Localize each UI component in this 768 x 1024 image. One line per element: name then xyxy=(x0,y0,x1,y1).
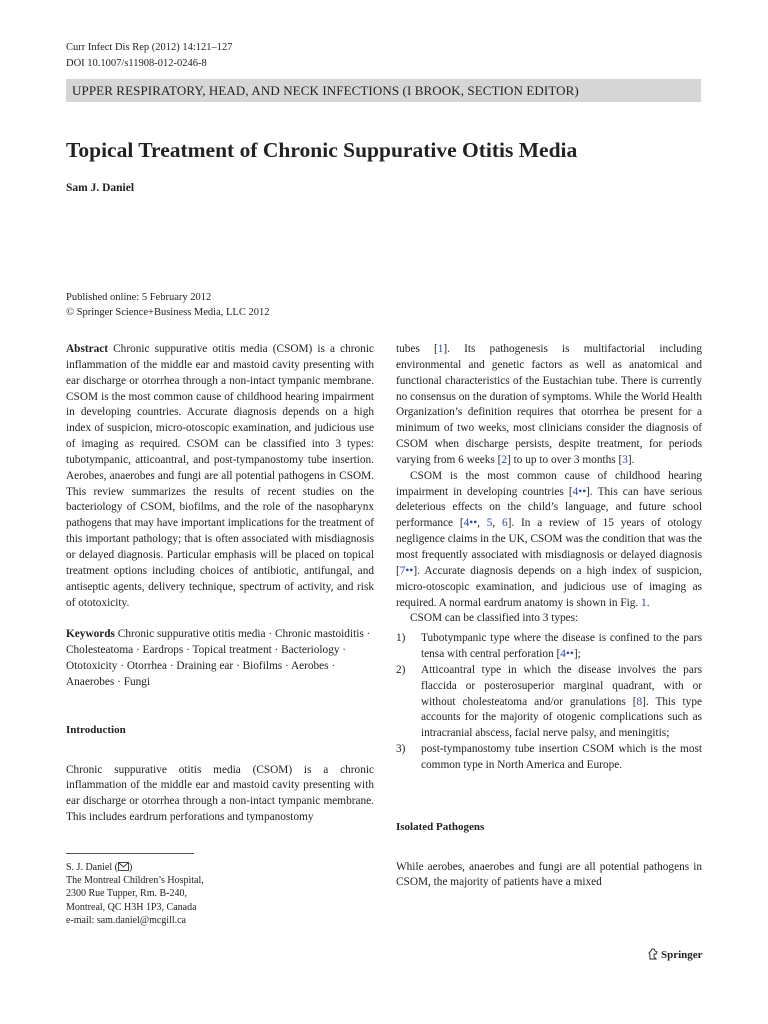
abstract xyxy=(66,342,374,611)
citation-link[interactable]: 5 xyxy=(486,517,493,530)
publisher-name: Springer xyxy=(661,949,703,961)
published-date: Published online: 5 February 2012 xyxy=(66,292,212,303)
paragraph-4: While aerobes, anaerobes and fungi are all potential pathogens in CSOM, the majority of patients have a mixed xyxy=(396,860,702,889)
classification-list xyxy=(396,631,702,774)
introduction-heading: Introduction xyxy=(66,723,126,736)
abstract-label: Abstract xyxy=(66,343,109,355)
journal-header xyxy=(66,40,233,72)
author-affiliation: S. J. Daniel ( ) The Montreal Children’s Hospital, 2300 Rue Tupper, Rm. B-240, Montreal, QC H3H 1P3, Canada e-mail: sam.daniel@mcgill.ca xyxy=(66,862,204,926)
paragraph-2: CSOM is the most common cause of childhood hearing impairment in developing countries [4••]. This can have serious deleterious effects on the child’s language, and future school performance [4••, 5, 6]. In a review of 15 years of otology negligence claims in the UK, CSOM was the condition that was the most frequently associated with misdiagnosis or delayed diagnosis [7••]. Accurate diagnosis depends on a high index of suspicion, micro-otoscopic examination, and judicious use of imaging as required. A normal eardrum anatomy is shown in Fig. 1. xyxy=(396,469,702,609)
citation-link[interactable]: 4•• xyxy=(463,517,478,530)
abstract-text: Chronic suppurative otitis media (CSOM) is a chronic inflammation of the middle ear and mastoid cavity presenting with ear discharge or otorrhea through a non-intact tympanic membrane. CSOM is the most common cause of childhood hearing impairment in developing countries. Accurate diagnosis depends on a high index of suspicion, micro-otoscopic examination, and judicious use of imaging as required. CSOM can be classified into 3 types: tubotympanic, atticoantral, and post-tympanostomy tube insertion. Aerobes, anaerobes and fungi are all potential pathogens in CSOM. This review summarizes the results of recent studies on the bacteriology of CSOM, biofilms, and the role of the nasopharynx pathogens that may have important implications for the treatment of this important pathology; that is often associated with misdiagnosis or delayed diagnosis. Particular emphasis will be placed on topical treatment options including choices of antibiotic, antifungal, and antiseptic agents, delivery technique, spectrum of activity, and risk of ototoxicity. xyxy=(66,343,374,609)
publisher-logo xyxy=(648,948,703,961)
list-item: 3) post-tympanostomy tube insertion CSOM which is the most common type in North America and Europe. xyxy=(396,743,702,771)
citation-link[interactable]: 7•• xyxy=(399,564,414,577)
citation-link[interactable]: 4•• xyxy=(572,485,587,498)
list-item: 1) Tubotympanic type where the disease is confined to the pars tensa with central perforation [4••]; xyxy=(396,632,702,661)
copyright: © Springer Science+Business Media, LLC 2012 xyxy=(66,306,270,318)
citation-link[interactable]: 2 xyxy=(501,453,508,466)
citation-link[interactable]: 4•• xyxy=(560,648,574,661)
right-column xyxy=(396,342,702,891)
email-link[interactable]: e-mail: sam.daniel@mcgill.ca xyxy=(66,914,186,926)
paragraph-3: CSOM can be classified into 3 types: xyxy=(410,612,579,625)
paragraph-1: tubes [1]. Its pathogenesis is multifactorial including environmental and genetic factors as well as anatomical and functional characteristics of the Eustachian tube. There is currently no consensus on the duration of symptoms. While the World Health Organization’s definition requires that otorrhea be present for a minimum of two weeks, most clinicians consider the diagnosis of CSOM when discharge persists, despite treatment, for periods varying from 6 weeks [2] to up to over 3 months [3]. xyxy=(396,343,702,466)
figure-link[interactable]: 1 xyxy=(641,596,647,609)
citation-link[interactable]: 3 xyxy=(622,453,628,466)
footnote-divider xyxy=(66,853,194,854)
citation-link[interactable]: 6 xyxy=(502,517,508,530)
left-column xyxy=(66,342,374,826)
author-name[interactable]: Sam J. Daniel xyxy=(66,182,135,194)
section-banner: UPPER RESPIRATORY, HEAD, AND NECK INFECTIONS (I BROOK, SECTION EDITOR) xyxy=(66,79,701,102)
journal-citation: Curr Infect Dis Rep (2012) 14:121–127 xyxy=(66,42,233,53)
springer-horse-icon xyxy=(648,948,658,960)
keywords-label: Keywords xyxy=(66,628,115,641)
citation-link[interactable]: 8 xyxy=(636,695,643,708)
publication-info xyxy=(66,291,269,320)
citation-link[interactable]: 1 xyxy=(437,343,444,355)
keywords xyxy=(66,627,374,690)
article-title: Topical Treatment of Chronic Suppurative Otitis Media xyxy=(66,138,578,162)
doi[interactable]: DOI 10.1007/s11908-012-0246-8 xyxy=(66,58,207,69)
introduction-text: Chronic suppurative otitis media (CSOM) is a chronic inflammation of the middle ear and mastoid cavity presenting with ear discharge or otorrhea through a non-intact tympanic membrane. This includes eardrum perforations and tympanostomy xyxy=(66,763,374,824)
keywords-text: Chronic suppurative otitis media · Chronic mastoiditis · Cholesteatoma · Eardrops · Topical treatment · Bacteriology · Ototoxicity · Otorrhea · Draining ear · Biofilms · Aerobes · Anaerobes · Fungi xyxy=(66,628,371,688)
isolated-pathogens-heading: Isolated Pathogens xyxy=(396,820,485,833)
envelope-icon[interactable] xyxy=(118,862,129,871)
list-item: 2) Atticoantral type in which the disease involves the pars flaccida or posterosuperior marginal quadrant, with or without cholesteatoma and/or granulations [8]. This type accounts for the majority of otogenic complications such as intracranial abscess, facial nerve palsy, and meningitis; xyxy=(396,663,702,740)
